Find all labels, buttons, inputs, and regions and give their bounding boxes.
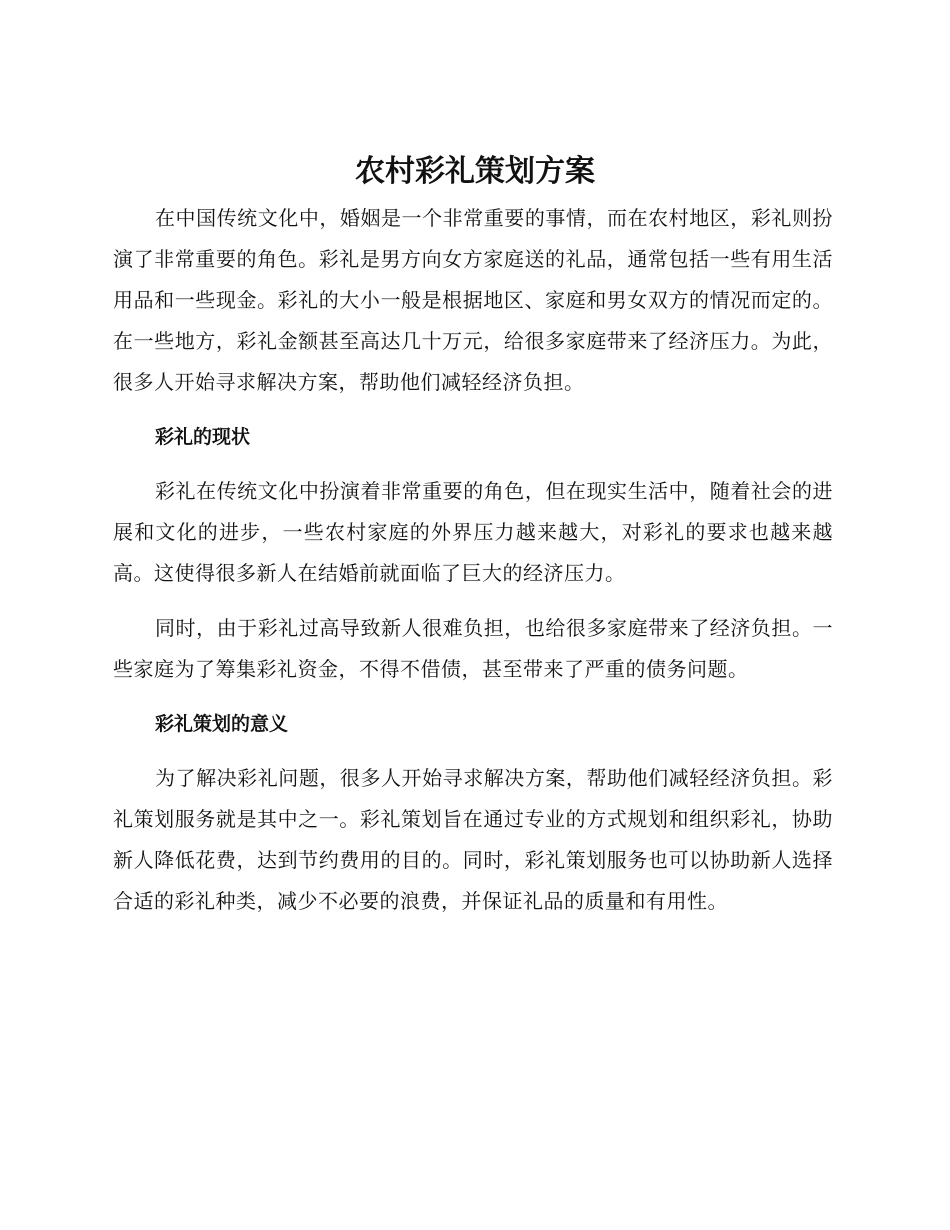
document-title: 农村彩礼策划方案 bbox=[355, 154, 595, 189]
paragraph-status-1: 彩礼在传统文化中扮演着非常重要的角色，但在现实生活中，随着社会的进展和文化的进步，一些农村家庭的外界压力越来越大，对彩礼的要求也越来越高。这使得很多新人在结婚前就面临了巨大的经济压力。 bbox=[113, 479, 833, 585]
paragraph-significance: 为了解决彩礼问题，很多人开始寻求解决方案，帮助他们减轻经济负担。彩礼策划服务就是其中之一。彩礼策划旨在通过专业的方式规划和组织彩礼，协助新人降低花费，达到节约费用的目的。同时，彩礼策划服务也可以协助新人选择合适的彩礼种类，减少不必要的浪费，并保证礼品的质量和有用性。 bbox=[113, 766, 833, 913]
document-body bbox=[113, 198, 833, 936]
section-heading-status: 彩礼的现状 bbox=[155, 426, 251, 448]
paragraph-status-2: 同时，由于彩礼过高导致新人很难负担，也给很多家庭带来了经济负担。一些家庭为了筹集彩礼资金，不得不借债，甚至带来了严重的债务问题。 bbox=[113, 616, 833, 681]
paragraph-intro: 在中国传统文化中，婚姻是一个非常重要的事情，而在农村地区，彩礼则扮演了非常重要的角色。彩礼是男方向女方家庭送的礼品，通常包括一些有用生活用品和一些现金。彩礼的大小一般是根据地区、家庭和男女双方的情况而定的。在一些地方，彩礼金额甚至高达几十万元，给很多家庭带来了经济压力。为此，很多人开始寻求解决方案，帮助他们减轻经济负担。 bbox=[113, 206, 833, 394]
section-heading-significance: 彩礼策划的意义 bbox=[155, 713, 289, 735]
